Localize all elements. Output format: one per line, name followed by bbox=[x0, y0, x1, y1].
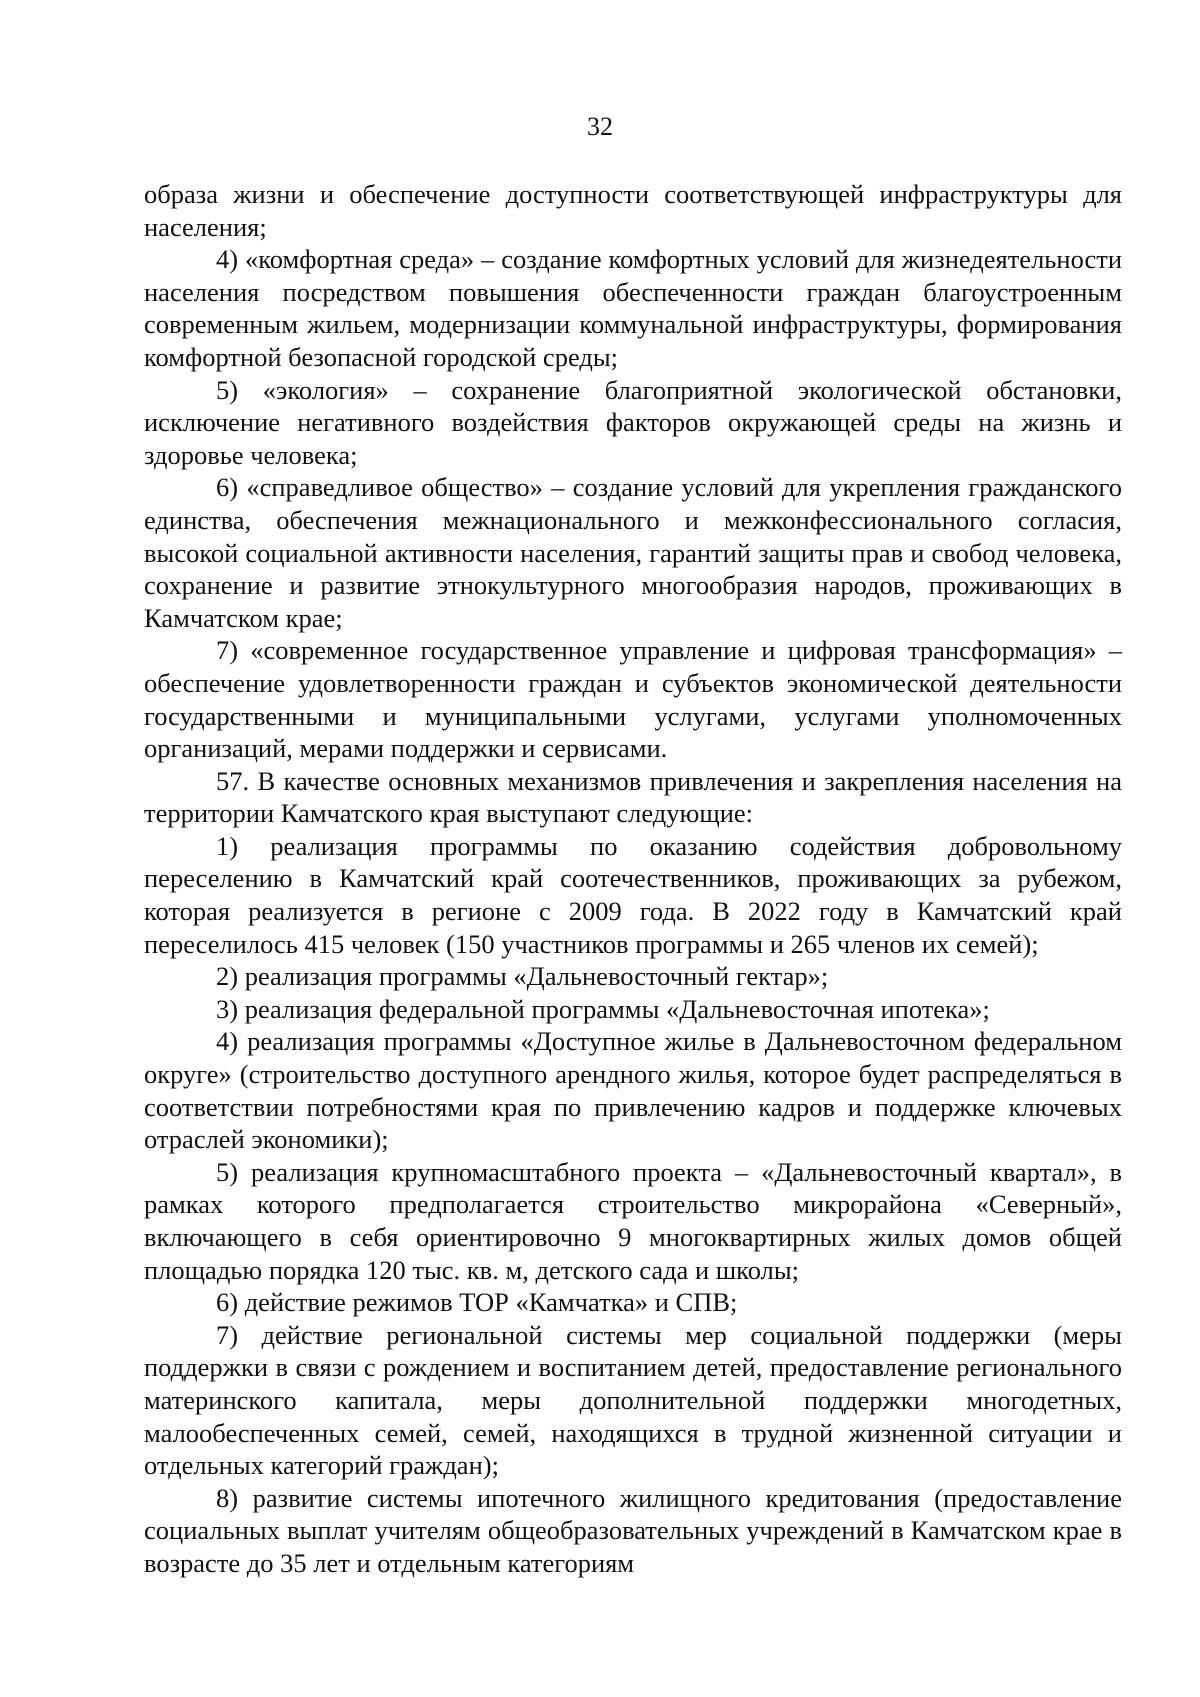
paragraph-item-5-ecology: 5) «экология» – сохранение благоприятной экологической обстановки, исключение негативного воздействия факторов окружающей среды на жизнь и здоровье человека; bbox=[144, 374, 1122, 470]
paragraph-mechanism-6-tor-regimes: 6) действие режимов ТОР «Камчатка» и СПВ; bbox=[216, 1287, 738, 1318]
document-body bbox=[144, 178, 1122, 1580]
paragraph-mechanism-3-mortgage: 3) реализация федеральной программы «Дальневосточная ипотека»; bbox=[216, 993, 990, 1024]
paragraph-item-6-fair-society: 6) «справедливое общество» – создание условий для укрепления гражданского единства, обеспечения межнационального и межконфессионального согласия, высокой социальной активности населения, гарантий защиты прав и свобод человека, сохранение и развитие этнокультурного многообразия народов, проживающих в Камчатском крае; bbox=[144, 472, 1122, 633]
paragraph-item-7-digital-transformation: 7) «современное государственное управление и цифровая трансформация» – обеспечение удовлетворенности граждан и субъектов экономической деятельности государственными и муниципальными услугами, услугами уполномоченных организаций, мерами поддержки и сервисами. bbox=[144, 635, 1122, 764]
paragraph-mechanism-7-social-support: 7) действие региональной системы мер социальной поддержки (меры поддержки в связи с рождением и воспитанием детей, предоставление регионального материнского капитала, меры дополнительной поддержки многодетных, малообеспеченных семей, семей, находящихся в трудной жизненной ситуации и отдельных категорий граждан); bbox=[144, 1319, 1122, 1481]
page-number: 32 bbox=[587, 112, 613, 141]
paragraph-continuation: образа жизни и обеспечение доступности соответствующей инфраструктуры для населения; bbox=[144, 179, 1122, 242]
paragraph-mechanism-8-mortgage-lending: 8) развитие системы ипотечного жилищного кредитования (предоставление социальных выплат учителям общеобразовательных учреждений в Камчатском крае в возрасте до 35 лет и отдельным категориям bbox=[144, 1482, 1122, 1578]
paragraph-mechanism-2-hectare: 2) реализация программы «Дальневосточный гектар»; bbox=[216, 961, 829, 992]
paragraph-item-4-comfortable-environment: 4) «комфортная среда» – создание комфортных условий для жизнедеятельности населения посредством повышения обеспеченности граждан благоустроенным современным жильем, модернизации коммунальной инфраструктуры, формирования комфортной безопасной городской среды; bbox=[144, 244, 1122, 372]
paragraph-mechanism-1-resettlement: 1) реализация программы по оказанию содействия добровольному переселению в Камчатский край соотечественников, проживающих за рубежом, которая реализуется в регионе с 2009 года. В 2022 году в Камчатский край переселилось 415 человек (150 участников программы и 265 членов их семей); bbox=[144, 830, 1122, 959]
paragraph-mechanism-4-affordable-housing: 4) реализация программы «Доступное жилье в Дальневосточном федеральном округе» (строительство доступного арендного жилья, которое будет распределяться в соответствии потребностями края по привлечению кадров и поддержке ключевых отраслей экономики); bbox=[144, 1026, 1122, 1155]
paragraph-section-57: 57. В качестве основных механизмов привлечения и закрепления населения на территории Камчатского края выступают следующие: bbox=[144, 765, 1122, 829]
paragraph-mechanism-5-quarter-project: 5) реализация крупномасштабного проекта – «Дальневосточный квартал», в рамках которого предполагается строительство микрорайона «Северный», включающего в себя ориентировочно 9 многоквартирных жилых домов общей площадью порядка 120 тыс. кв. м, детского сада и школы; bbox=[144, 1156, 1122, 1285]
